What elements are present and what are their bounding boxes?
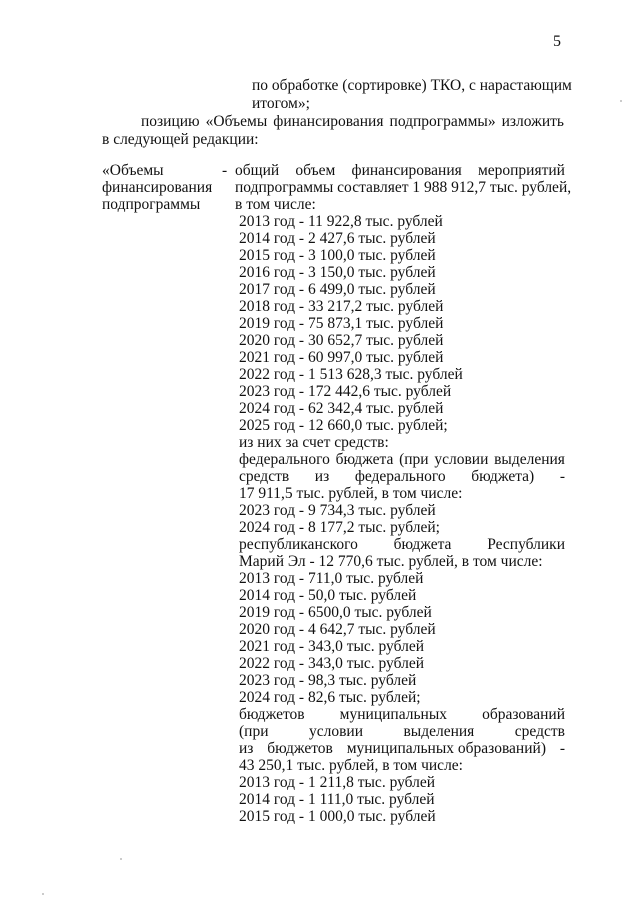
federal-budget-line bbox=[235, 451, 565, 468]
funding-year-item: 2019 год - 75 873,1 тыс. рублей bbox=[239, 315, 444, 332]
funding-year-item: 2013 год - 11 922,8 тыс. рублей bbox=[239, 213, 443, 230]
republic-budget-amount: Марий Эл - 12 770,6 тыс. рублей, в том числе: bbox=[239, 553, 543, 570]
sources-intro: из них за счет средств: bbox=[239, 434, 389, 451]
federal-budget-line-word: бюджета bbox=[335, 451, 394, 468]
federal-budget-line bbox=[235, 468, 565, 485]
municipal-budget-line bbox=[235, 740, 565, 757]
intro-line-1: по обработке (сортировке) ТКО, с нарастающим bbox=[252, 77, 572, 94]
federal-budget-line-word: (при bbox=[399, 451, 429, 468]
municipal-budget-line-word: условии bbox=[308, 723, 364, 740]
republic-year-item: 2019 год - 6500,0 тыс. рублей bbox=[239, 604, 432, 621]
municipal-budget-line-word: выделения bbox=[403, 723, 475, 740]
municipal-year-item: 2014 год - 1 111,0 тыс. рублей bbox=[239, 791, 435, 808]
funding-total-line-word: общий bbox=[235, 162, 280, 179]
funding-year-item: 2024 год - 62 342,4 тыс. рублей bbox=[239, 400, 444, 417]
funding-total-amount: подпрограммы составляет 1 988 912,7 тыс. рублей, bbox=[235, 179, 572, 196]
row-label-line-2: финансирования bbox=[102, 179, 213, 196]
republic-year-item: 2020 год - 4 642,7 тыс. рублей bbox=[239, 621, 436, 638]
federal-budget-line-word: условии bbox=[434, 451, 489, 468]
row-content bbox=[235, 162, 572, 825]
federal-budget-line-word: средств bbox=[239, 468, 290, 485]
funding-year-item: 2018 год - 33 217,2 тыс. рублей bbox=[239, 298, 444, 315]
scan-artifact bbox=[620, 100, 622, 102]
municipal-budget-line-word: муниципальных образований) bbox=[346, 740, 546, 757]
federal-budget-amount: 17 911,5 тыс. рублей, в том числе: bbox=[239, 485, 463, 502]
scan-artifact bbox=[42, 893, 44, 895]
funding-year-item: 2025 год - 12 660,0 тыс. рублей; bbox=[239, 417, 448, 434]
funding-year-item: 2023 год - 172 442,6 тыс. рублей bbox=[239, 383, 452, 400]
row-label bbox=[102, 162, 212, 213]
municipal-budget-line-word: образований bbox=[482, 706, 565, 723]
republic-year-item: 2022 год - 343,0 тыс. рублей bbox=[239, 655, 425, 672]
federal-budget-line-word: из bbox=[314, 468, 330, 485]
federal-budget-line-word: бюджета) bbox=[471, 468, 535, 485]
municipal-year-item: 2013 год - 1 211,8 тыс. рублей bbox=[239, 774, 436, 791]
republic-year-item: 2024 год - 82,6 тыс. рублей; bbox=[239, 689, 421, 706]
intro-paragraph-line-2: в следующей редакции: bbox=[102, 131, 259, 148]
federal-budget-line-word: федерального bbox=[354, 468, 446, 485]
municipal-budget-line-word: (при bbox=[239, 723, 269, 740]
municipal-budget-line bbox=[235, 706, 565, 723]
funding-total-line-word: мероприятий bbox=[477, 162, 565, 179]
funding-year-item: 2021 год - 60 997,0 тыс. рублей bbox=[239, 349, 444, 366]
republic-year-item: 2014 год - 50,0 тыс. рублей bbox=[239, 587, 417, 604]
municipal-budget-line-word: бюджетов bbox=[267, 740, 333, 757]
municipal-budget-line-word: бюджетов bbox=[239, 706, 305, 723]
funding-total-line-word: финансирования bbox=[351, 162, 462, 179]
municipal-budget-line-word: - bbox=[559, 740, 565, 757]
municipal-budget-amount: 43 250,1 тыс. рублей, в том числе: bbox=[239, 757, 463, 774]
funding-total-line-word: объем bbox=[295, 162, 336, 179]
republic-budget-line-word: бюджета bbox=[393, 536, 452, 553]
funding-year-item: 2017 год - 6 499,0 тыс. рублей bbox=[239, 281, 436, 298]
municipal-budget-line bbox=[235, 723, 565, 740]
row-label-line-1: «Объемы bbox=[102, 162, 164, 179]
row-label-line-3: подпрограммы bbox=[102, 196, 201, 213]
intro-paragraph-line-1: позицию «Объемы финансирования подпрограммы» изложить bbox=[141, 113, 564, 130]
federal-year-item: 2024 год - 8 177,2 тыс. рублей; bbox=[239, 519, 440, 536]
federal-budget-line-word: - bbox=[559, 468, 565, 485]
funding-year-item: 2022 год - 1 513 628,3 тыс. рублей bbox=[239, 366, 463, 383]
funding-year-item: 2015 год - 3 100,0 тыс. рублей bbox=[239, 247, 436, 264]
republic-budget-line-word: республиканского bbox=[239, 536, 358, 553]
federal-year-item: 2023 год - 9 734,3 тыс. рублей bbox=[239, 502, 436, 519]
federal-budget-line-word: федерального bbox=[239, 451, 330, 468]
republic-year-item: 2013 год - 711,0 тыс. рублей bbox=[239, 570, 424, 587]
funding-total-line bbox=[235, 162, 565, 179]
municipal-year-item: 2015 год - 1 000,0 тыс. рублей bbox=[239, 808, 436, 825]
funding-year-item: 2016 год - 3 150,0 тыс. рублей bbox=[239, 264, 436, 281]
republic-year-item: 2023 год - 98,3 тыс. рублей bbox=[239, 672, 417, 689]
funding-year-item: 2014 год - 2 427,6 тыс. рублей bbox=[239, 230, 436, 247]
municipal-budget-line-word: средств bbox=[514, 723, 565, 740]
municipal-budget-line-word: муниципальных bbox=[339, 706, 447, 723]
republic-budget-line-word: Республики bbox=[487, 536, 565, 553]
funding-total-including: в том числе: bbox=[235, 196, 316, 213]
scan-artifact bbox=[120, 858, 122, 860]
funding-year-item: 2020 год - 30 652,7 тыс. рублей bbox=[239, 332, 444, 349]
republic-budget-line bbox=[235, 536, 565, 553]
federal-budget-line-word: выделения bbox=[494, 451, 565, 468]
intro-line-2: итогом»; bbox=[252, 95, 310, 112]
page-number: 5 bbox=[553, 33, 561, 50]
municipal-budget-line-word: из bbox=[239, 740, 254, 757]
republic-year-item: 2021 год - 343,0 тыс. рублей bbox=[239, 638, 425, 655]
row-dash: - bbox=[222, 162, 228, 179]
